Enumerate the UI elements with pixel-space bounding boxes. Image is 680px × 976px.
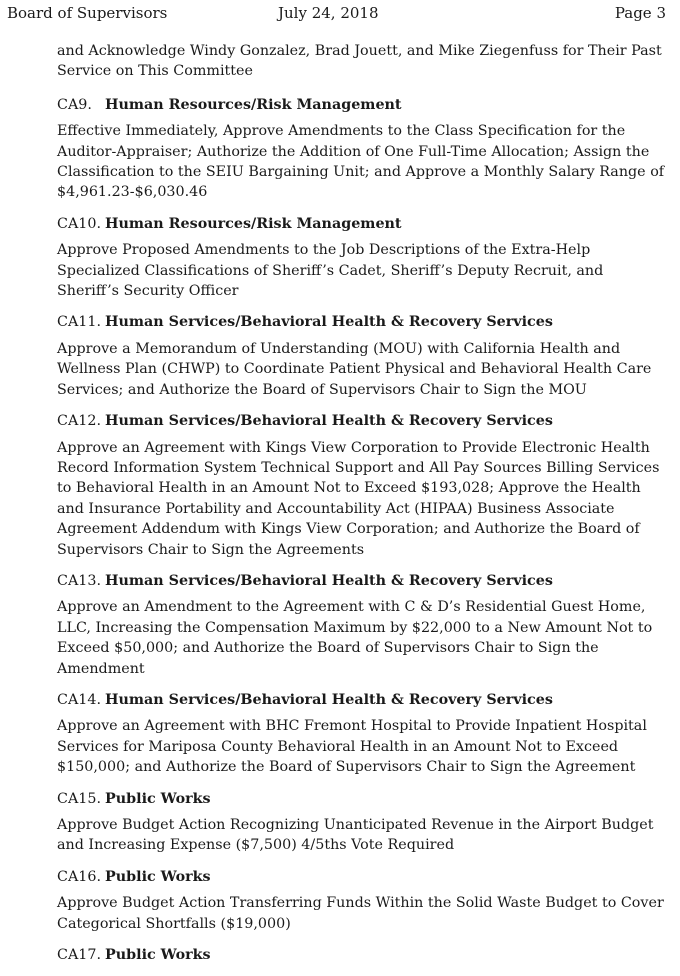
agenda-item-department: Public Works bbox=[105, 947, 211, 964]
agenda-item-department: Human Resources/Risk Management bbox=[105, 96, 402, 113]
agenda-item-ca12 bbox=[57, 411, 669, 560]
header-board-title: Board of Supervisors bbox=[7, 4, 168, 22]
agenda-item-department: Human Services/Behavioral Health & Recovery Services bbox=[105, 314, 553, 331]
header-page-number: Page 3 bbox=[614, 4, 666, 22]
agenda-item-department: Human Services/Behavioral Health & Recovery Services bbox=[105, 691, 553, 708]
continued-item-text: and Acknowledge Windy Gonzalez, Brad Jouett, and Mike Ziegenfuss for Their Past Service on This Committee bbox=[57, 43, 662, 80]
agenda-item-code: CA10. bbox=[57, 215, 102, 232]
agenda-item-heading bbox=[57, 945, 669, 965]
agenda-item-department: Human Resources/Risk Management bbox=[105, 215, 402, 232]
agenda-item-ca15 bbox=[57, 789, 669, 856]
agenda-item-code: CA17. bbox=[57, 947, 102, 964]
agenda-item-department: Public Works bbox=[105, 790, 211, 807]
agenda-item-code: CA16. bbox=[57, 868, 102, 885]
agenda-item-heading bbox=[57, 312, 669, 332]
agenda-item-heading bbox=[57, 95, 669, 115]
agenda-item-description: Effective Immediately, Approve Amendments to the Class Specification for the Auditor-Appraiser; Authorize the Addition of One Full-Time Allocation; Assign the Classification to the SEIU Bargaining Unit; and Approve a Monthly Salary Range of $4,961.23-$6,030.46 bbox=[57, 123, 665, 201]
agenda-item-heading bbox=[57, 571, 669, 591]
agenda-item-heading bbox=[57, 690, 669, 710]
agenda-item-department: Human Services/Behavioral Health & Recovery Services bbox=[105, 413, 553, 430]
agenda-item-description: Approve Budget Action Recognizing Unanticipated Revenue in the Airport Budget and Increasing Expense ($7,500) 4/5ths Vote Required bbox=[57, 817, 654, 854]
agenda-item-code: CA14. bbox=[57, 691, 102, 708]
agenda-item-ca11 bbox=[57, 312, 669, 400]
agenda-item-heading bbox=[57, 411, 669, 431]
agenda-item-ca17 bbox=[57, 945, 669, 965]
agenda-item-heading bbox=[57, 867, 669, 887]
agenda-item-description: Approve Budget Action Transferring Funds Within the Solid Waste Budget to Cover Categorical Shortfalls ($19,000) bbox=[57, 895, 664, 932]
agenda-item-ca13 bbox=[57, 571, 669, 679]
agenda-item-description: Approve an Amendment to the Agreement with C & D’s Residential Guest Home, LLC, Increasing the Compensation Maximum by $22,000 to a New Amount Not to Exceed $50,000; and Authorize the Board of Supervisors Chair to Sign the Amendment bbox=[57, 599, 653, 677]
header-date: July 24, 2018 bbox=[278, 4, 379, 22]
agenda-item-description: Approve an Agreement with BHC Fremont Hospital to Provide Inpatient Hospital Services for Mariposa County Behavioral Health in an Amount Not to Exceed $150,000; and Authorize the Board of Supervisors Chair to Sign the Agreement bbox=[57, 718, 647, 776]
agenda-item-description: Approve Proposed Amendments to the Job Descriptions of the Extra-Help Specialized Classifications of Sheriff’s Cadet, Sheriff’s Deputy Recruit, and Sheriff’s Security Officer bbox=[57, 242, 604, 300]
agenda-item-description: Approve an Agreement with Kings View Corporation to Provide Electronic Health Record Information System Technical Support and All Pay Sources Billing Services to Behavioral Health in an Amount Not to Exceed $193,028; Approve the Health and Insurance Portability and Accountability Act (HIPAA) Business Associate Agreement Addendum with Kings View Corporation; and Authorize the Board of Supervisors Chair to Sign the Agreements bbox=[57, 439, 660, 558]
agenda-item-code: CA13. bbox=[57, 572, 102, 589]
agenda-item-ca9 bbox=[57, 95, 669, 203]
agenda-item-department: Human Services/Behavioral Health & Recovery Services bbox=[105, 572, 553, 589]
agenda-item-code: CA15. bbox=[57, 790, 102, 807]
agenda-item-department: Public Works bbox=[105, 868, 211, 885]
agenda-item-code: CA12. bbox=[57, 413, 102, 430]
agenda-item-code: CA11. bbox=[57, 314, 102, 331]
agenda-item-code: CA9. bbox=[57, 96, 92, 113]
agenda-content bbox=[57, 41, 669, 976]
agenda-item-ca14 bbox=[57, 690, 669, 778]
agenda-item-ca16 bbox=[57, 867, 669, 934]
agenda-item-ca10 bbox=[57, 214, 669, 302]
agenda-item-description: Approve a Memorandum of Understanding (MOU) with California Health and Wellness Plan (CHWP) to Coordinate Patient Physical and Behavioral Health Care Services; and Authorize the Board of Supervisors Chair to Sign the MOU bbox=[57, 340, 652, 398]
agenda-item-heading bbox=[57, 789, 669, 809]
agenda-item-heading bbox=[57, 214, 669, 234]
page-header bbox=[0, 2, 680, 24]
